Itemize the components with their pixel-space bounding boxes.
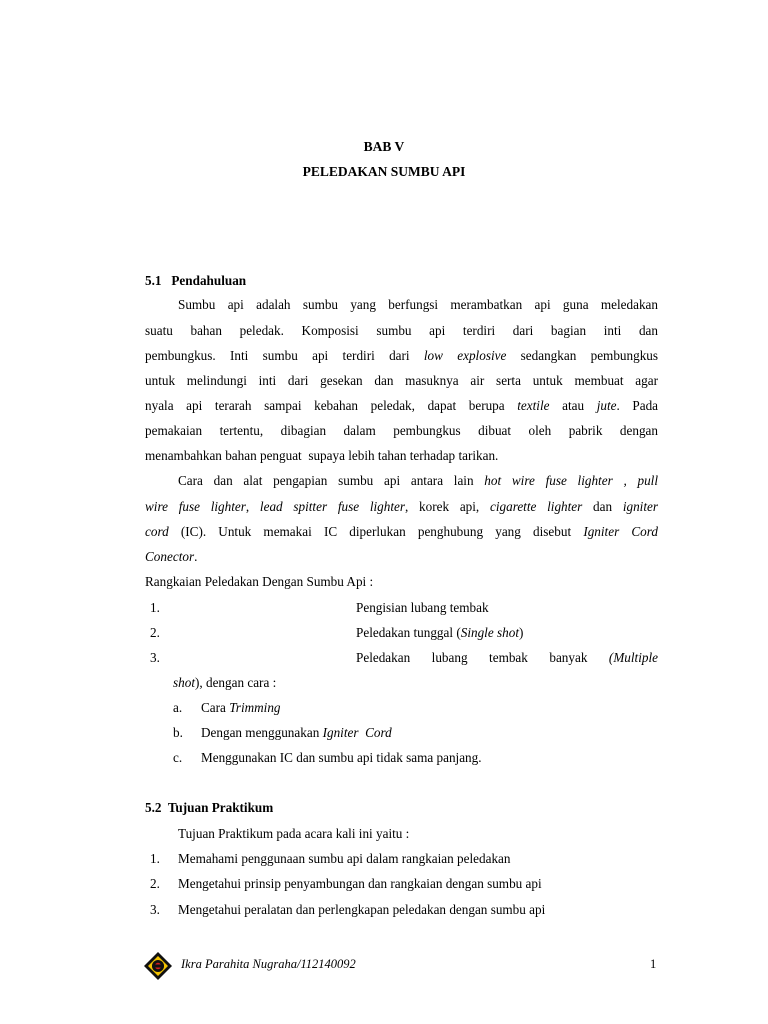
sublist-item: Dengan menggunakan Igniter Cord: [201, 725, 392, 740]
list-number: 3.: [150, 650, 160, 665]
sublist-letter: c.: [173, 750, 183, 765]
university-logo: [143, 951, 173, 981]
chapter-label: BAB V: [363, 139, 405, 154]
sublist-letter: b.: [173, 725, 183, 740]
paragraph-line: pemakaian tertentu, dibagian dalam pembungkus dibuat oleh pabrik dengan: [145, 423, 658, 438]
paragraph-line: Conector.: [145, 549, 198, 564]
paragraph-line: Cara dan alat pengapian sumbu api antara lain hot wire fuse lighter , pull: [178, 473, 658, 488]
objectives-intro: Tujuan Praktikum pada acara kali ini yaitu :: [178, 826, 410, 841]
section-heading-intro: 5.1 Pendahuluan: [145, 273, 247, 288]
paragraph-line: cord (IC). Untuk memakai IC diperlukan penghubung yang disebut Igniter Cord: [145, 524, 659, 539]
paragraph-line: suatu bahan peledak. Komposisi sumbu api terdiri dari bagian inti dan: [145, 323, 658, 338]
objective-item: Mengetahui prinsip penyambungan dan rangkaian dengan sumbu api: [178, 876, 542, 891]
chapter-title: PELEDAKAN SUMBU API: [302, 164, 466, 179]
section-heading-objectives: 5.2 Tujuan Praktikum: [145, 800, 274, 815]
list-item: Pengisian lubang tembak: [356, 600, 489, 615]
list-number: 2.: [150, 625, 160, 640]
paragraph-line: untuk melindungi inti dari gesekan dan masuknya air serta untuk membuat agar: [145, 373, 658, 388]
list-number: 3.: [150, 902, 160, 917]
sublist-letter: a.: [173, 700, 183, 715]
sublist-item: Menggunakan IC dan sumbu api tidak sama panjang.: [201, 750, 482, 765]
paragraph-line: pembungkus. Inti sumbu api terdiri dari low explosive sedangkan pembungkus: [145, 348, 659, 363]
list-number: 1.: [150, 600, 160, 615]
list-number: 2.: [150, 876, 160, 891]
paragraph-line: wire fuse lighter, lead spitter fuse lighter, korek api, cigarette lighter dan igniter: [145, 499, 658, 514]
list-item: Peledakan tunggal (Single shot): [356, 625, 524, 640]
paragraph-line: menambahkan bahan penguat supaya lebih tahan terhadap tarikan.: [145, 448, 499, 463]
list-number: 1.: [150, 851, 160, 866]
paragraph-line: Sumbu api adalah sumbu yang berfungsi merambatkan api guna meledakan: [178, 297, 658, 312]
sublist-item: Cara Trimming: [201, 700, 281, 715]
list-intro: Rangkaian Peledakan Dengan Sumbu Api :: [145, 574, 374, 589]
paragraph-line: nyala api terarah sampai kebahan peledak, dapat berupa textile atau jute. Pada: [145, 398, 659, 413]
list-item-continuation: shot), dengan cara :: [173, 675, 277, 690]
footer-author: Ikra Parahita Nugraha/112140092: [181, 957, 356, 971]
page-number: 1: [650, 957, 657, 971]
objective-item: Memahami penggunaan sumbu api dalam rangkaian peledakan: [178, 851, 511, 866]
list-item: Peledakan lubang tembak banyak (Multiple: [356, 650, 658, 665]
objective-item: Mengetahui peralatan dan perlengkapan peledakan dengan sumbu api: [178, 902, 546, 917]
